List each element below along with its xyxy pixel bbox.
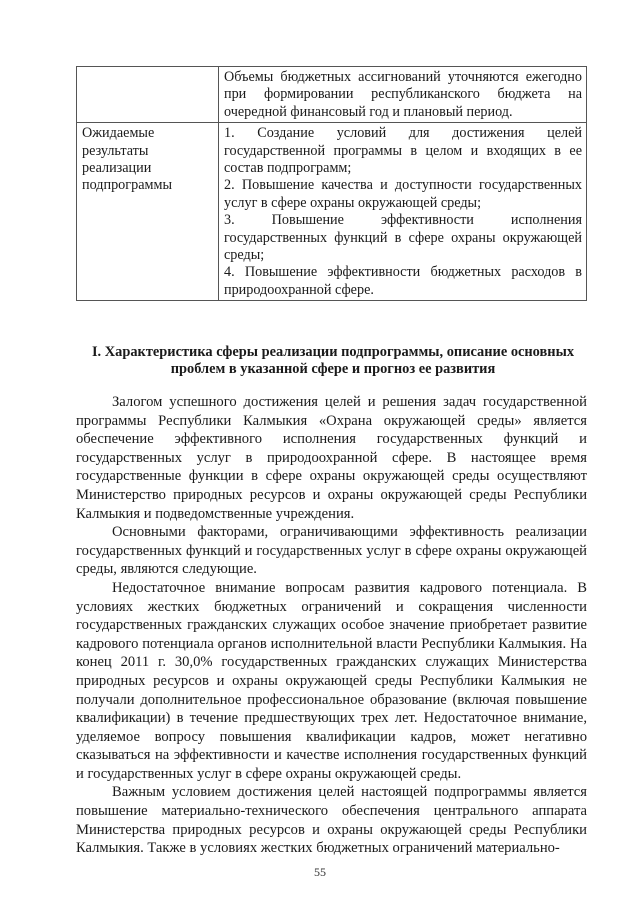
paragraph: Недостаточное внимание вопросам развития кадрового потенциала. В условиях жестких бюджетных ограничений и сокращения численности государственных гражданских служащих особое значение приобретает развитие кадрового потенциала органов исполнительной власти Республики Калмыкия. На конец 2011 г. 30,0% государственных гражданских служащих Министерства природных ресурсов и охраны окружающей среды Республики Калмыкия не получали дополнительное профессиональное образование (включая повышение квалификации) в течение предшествующих трех лет. Недостаточное внимание, уделяемое вопросу повышения квалификации кадров, может негативно сказываться на эффективности и качестве исполнения государственных функций и государственных услуг в сфере охраны окружающей среды. [76,579,587,782]
paragraph: Важным условием достижения целей настоящей подпрограммы является повышение материально-технического обеспечения центрального аппарата Министерства природных ресурсов и охраны окружающей среды Республики Калмыкия. Также в условиях жестких бюджетных ограничений материально- [76,784,587,857]
result-item-3: 3. Повышение эффективности исполнения государственных функций в сфере охраны окружающей среды; [224,212,582,264]
table-row [77,123,587,301]
passport-table [76,66,587,301]
table-cell-label: Ожидаемые результаты реализации подпрограммы [77,123,219,301]
paragraph: Залогом успешного достижения целей и решения задач государственной программы Республики Калмыкия «Охрана окружающей среды» является обеспечение эффективного исполнения государственных функций и государственных услуг в природоохранной сфере. В настоящее время государственные функции в сфере охраны окружающей среды осуществляют Министерство природных ресурсов и охраны окружающей среды Республики Калмыкия и подведомственные учреждения. [76,394,587,522]
section-heading: I. Характеристика сферы реализации подпрограммы, описание основных проблем в указанной сфере и прогноз ее развития [91,344,575,378]
budget-text: Объемы бюджетных ассигнований уточняются ежегодно при формировании республиканского бюджета на очередной финансовый год и плановый период. [224,69,582,120]
table-cell-label [77,67,219,123]
table-cell-content [219,123,587,301]
result-item-4: 4. Повышение эффективности бюджетных расходов в природоохранной сфере. [224,264,582,298]
table-cell-content [219,67,587,123]
page-number: 55 [314,865,326,879]
table-row [77,67,587,123]
result-item-1: 1. Создание условий для достижения целей государственной программы в целом и входящих в ее состав подпрограмм; [224,125,582,177]
paragraph: Основными факторами, ограничивающими эффективность реализации государственных функций и государственных услуг в сфере охраны окружающей среды, являются следующие. [76,524,587,578]
section-body [76,393,587,858]
result-item-2: 2. Повышение качества и доступности государственных услуг в сфере охраны окружающей среды; [224,177,582,211]
